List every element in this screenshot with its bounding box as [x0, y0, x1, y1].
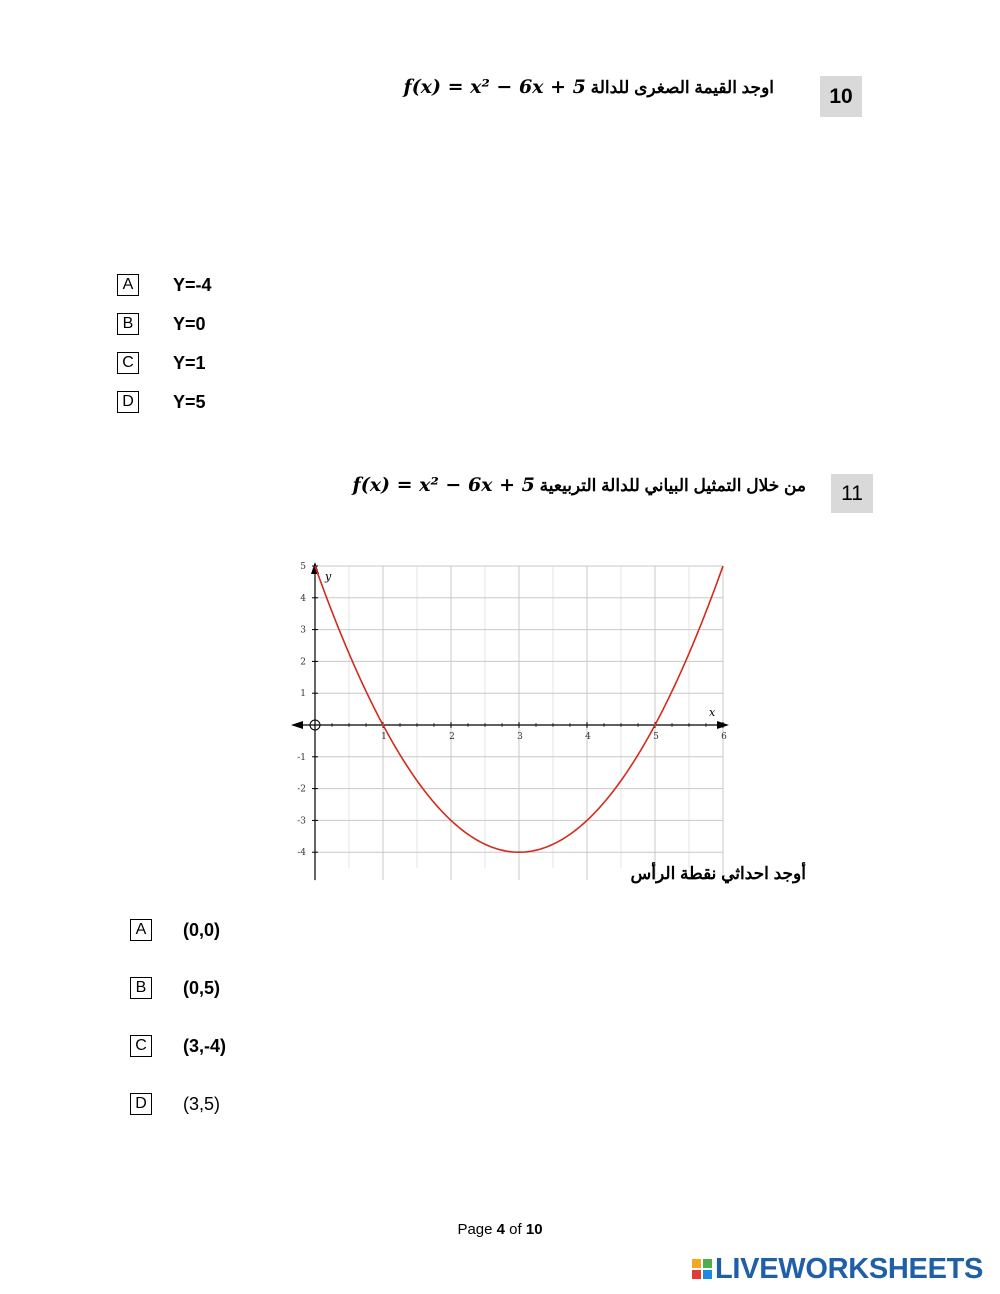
x-tick-label: 4 — [585, 732, 591, 742]
option-value: (3,-4) — [183, 1036, 227, 1056]
option-value: Y=1 — [173, 353, 206, 373]
page-total: 10 — [525, 1221, 543, 1238]
x-axis-label: x — [709, 706, 716, 719]
option-value: (0,0) — [183, 920, 221, 940]
y-tick-label: 4 — [300, 593, 306, 604]
x-tick-label: 3 — [517, 732, 523, 742]
y-tick-label: -1 — [297, 752, 306, 763]
y-axis-label: y — [325, 570, 332, 583]
question-number: 11 — [831, 474, 873, 513]
option-value: Y=0 — [173, 314, 206, 334]
logo-text: LIVEWORKSHEETS — [715, 1252, 984, 1285]
y-tick-label: -4 — [297, 848, 306, 859]
page-number: 4 — [496, 1221, 505, 1238]
page-footer — [0, 1221, 1000, 1238]
function-formula: f(x) = x² − 6x + 5 — [403, 76, 586, 98]
option-value: (3,5) — [183, 1094, 221, 1114]
question-label: اوجد القيمة الصغرى للدالة — [590, 78, 774, 97]
logo-blocks-icon — [692, 1259, 712, 1279]
y-tick-label: 5 — [300, 562, 306, 572]
parabola-graph — [285, 558, 725, 873]
option-letter-box[interactable]: C — [117, 352, 139, 374]
y-tick-label: 1 — [300, 689, 306, 700]
option-letter-box[interactable]: B — [117, 313, 139, 335]
y-tick-label: 2 — [300, 657, 306, 668]
x-tick-label: 2 — [449, 732, 455, 742]
question-label: من خلال التمثيل البياني للدالة التربيعية — [539, 476, 806, 495]
x-tick-label: 1 — [381, 732, 387, 742]
liveworksheets-logo[interactable] — [692, 1252, 983, 1286]
question-number: 10 — [820, 76, 862, 117]
question-text — [353, 474, 806, 496]
axes — [291, 562, 729, 880]
option-letter-box[interactable]: D — [130, 1093, 152, 1115]
function-formula: f(x) = x² − 6x + 5 — [352, 474, 535, 496]
x-tick-label: 6 — [721, 732, 727, 742]
option-value: Y=5 — [173, 392, 206, 412]
option-value: Y=-4 — [173, 275, 212, 295]
question-subtext: أوجد احداثي نقطة الرأس — [630, 864, 806, 883]
page-prefix: Page — [457, 1221, 493, 1238]
option-letter-box[interactable]: A — [117, 274, 139, 296]
option-letter-box[interactable]: C — [130, 1035, 152, 1057]
page-of: of — [509, 1221, 522, 1238]
option-value: (0,5) — [183, 978, 221, 998]
y-tick-label: -2 — [297, 784, 306, 795]
option-letter-box[interactable]: B — [130, 977, 152, 999]
x-axis-arrow-left — [291, 721, 303, 729]
option-letter-box[interactable]: D — [117, 391, 139, 413]
option-letter-box[interactable]: A — [130, 919, 152, 941]
question-text — [404, 76, 774, 98]
y-tick-label: 3 — [300, 625, 306, 636]
y-tick-label: -3 — [297, 816, 306, 827]
x-tick-label: 5 — [653, 732, 659, 742]
